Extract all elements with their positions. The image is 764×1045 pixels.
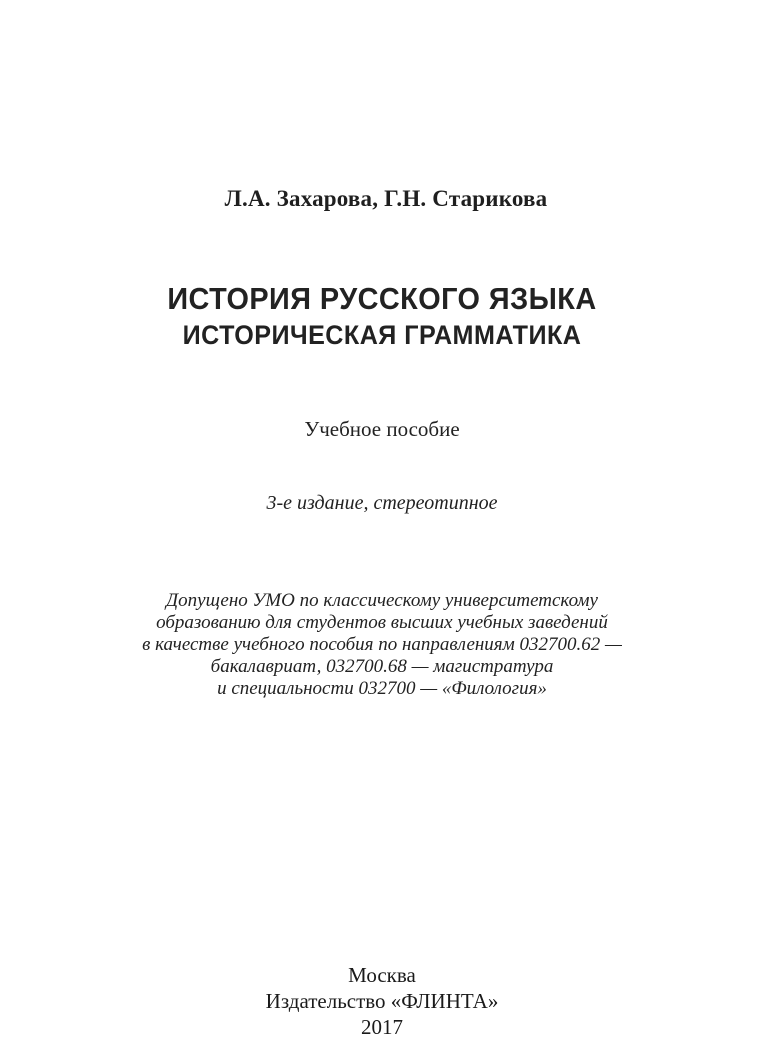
title-line-2: ИСТОРИЧЕСКАЯ ГРАММАТИКА xyxy=(182,320,582,350)
imprint-publisher: Издательство «ФЛИНТА» xyxy=(265,989,499,1013)
approval-line: в качестве учебного пособия по направлениям 032700.62 — xyxy=(142,634,622,655)
approval-line: бакалавриат, 032700.68 — магистратура xyxy=(210,656,554,677)
approval-line: и специальности 032700 — «Филология» xyxy=(217,678,547,699)
title-line-1: ИСТОРИЯ РУССКОГО ЯЗЫКА xyxy=(167,281,597,316)
edition-note: 3-е издание, стереотипное xyxy=(266,492,498,514)
approval-line: Допущено УМО по классическому университетскому xyxy=(166,590,598,611)
subtitle: Учебное пособие xyxy=(304,417,460,441)
imprint xyxy=(0,962,764,1040)
imprint-year: 2017 xyxy=(361,1015,403,1039)
imprint-city: Москва xyxy=(348,963,416,987)
approval-note xyxy=(0,590,764,700)
approval-line: образованию для студентов высших учебных заведений xyxy=(156,612,608,633)
book-title xyxy=(0,280,764,352)
authors: Л.А. Захарова, Г.Н. Старикова xyxy=(224,186,548,211)
